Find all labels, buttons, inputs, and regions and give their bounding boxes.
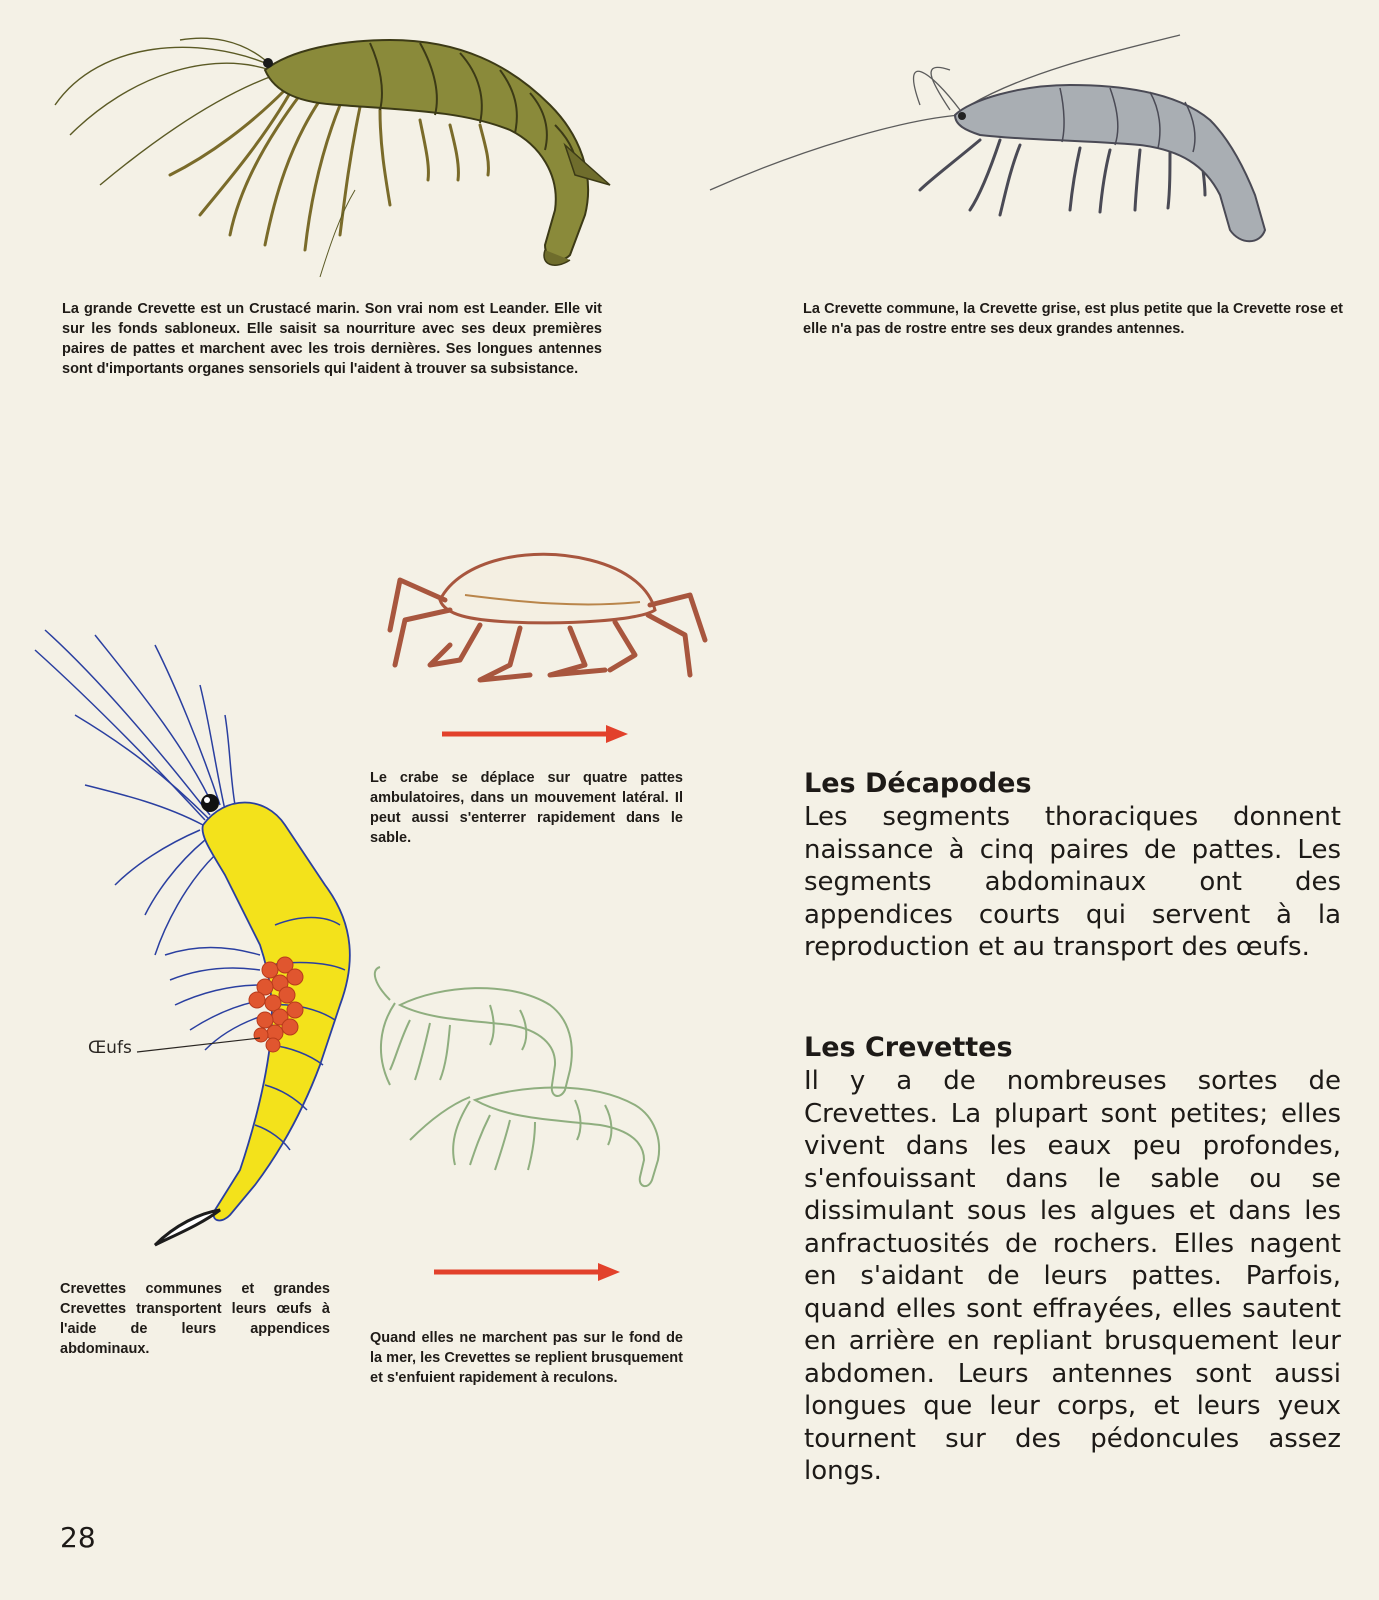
swimming-shrimps-illustration	[370, 965, 690, 1235]
leander-shrimp-illustration	[40, 15, 640, 285]
movement-arrow-crab	[440, 722, 630, 746]
page-number: 28	[60, 1521, 96, 1554]
egg-carrying-shrimp-illustration	[25, 625, 365, 1255]
section-body-crevettes: Il y a de nombreuses sortes de Crevettes. La plupart sont petites; elles vivent dans les eaux peu profondes, s'enfouissant dans le sable ou se dissimulant sous les algues et dans les anfractuosités de rochers. Elles nagent en s'aidant de leurs pattes. Parfois, quand elles sont effrayées, elles sautent en arrière en repliant brusquement leur abdomen. Leurs antennes sont aussi longues que leur corps, et leurs yeux tournent sur des pédoncules assez longs.	[804, 1066, 1341, 1486]
caption-crabe: Le crabe se déplace sur quatre pattes ambulatoires, dans un mouvement latéral. Il peut aussi s'enterrer rapidement dans le sable.	[370, 770, 683, 846]
eggs-label: Œufs	[88, 1038, 132, 1058]
section-heading-crevettes: Les Crevettes	[804, 1032, 1013, 1063]
caption-crevette-commune: La Crevette commune, la Crevette grise, est plus petite que la Crevette rose et elle n'a pas de rostre entre ses deux grandes antennes.	[803, 301, 1343, 337]
eggs-pointer-line	[135, 1030, 265, 1060]
section-body-decapodes: Les segments thoraciques donnent naissance à cinq paires de pattes. Les segments abdominaux ont des appendices courts qui servent à la reproduction et au transport des œufs.	[804, 802, 1341, 962]
movement-arrow-shrimps	[432, 1260, 622, 1284]
caption-oeufs: Crevettes communes et grandes Crevettes transportent leurs œufs à l'aide de leurs appendices abdominaux.	[60, 1281, 330, 1357]
section-heading-decapodes: Les Décapodes	[804, 768, 1032, 799]
caption-grande-crevette: La grande Crevette est un Crustacé marin. Son vrai nom est Leander. Elle vit sur les fonds sabloneux. Elle saisit sa nourriture avec ses deux premières paires de pattes et marchent avec les trois dernières. Ses longues antennes sont d'importants organes sensoriels qui l'aident à trouver sa subsistance.	[62, 301, 602, 377]
crab-illustration	[370, 540, 720, 700]
grey-shrimp-illustration	[700, 30, 1300, 260]
caption-reculons: Quand elles ne marchent pas sur le fond de la mer, les Crevettes se replient brusquement et s'enfuient rapidement à reculons.	[370, 1330, 683, 1386]
